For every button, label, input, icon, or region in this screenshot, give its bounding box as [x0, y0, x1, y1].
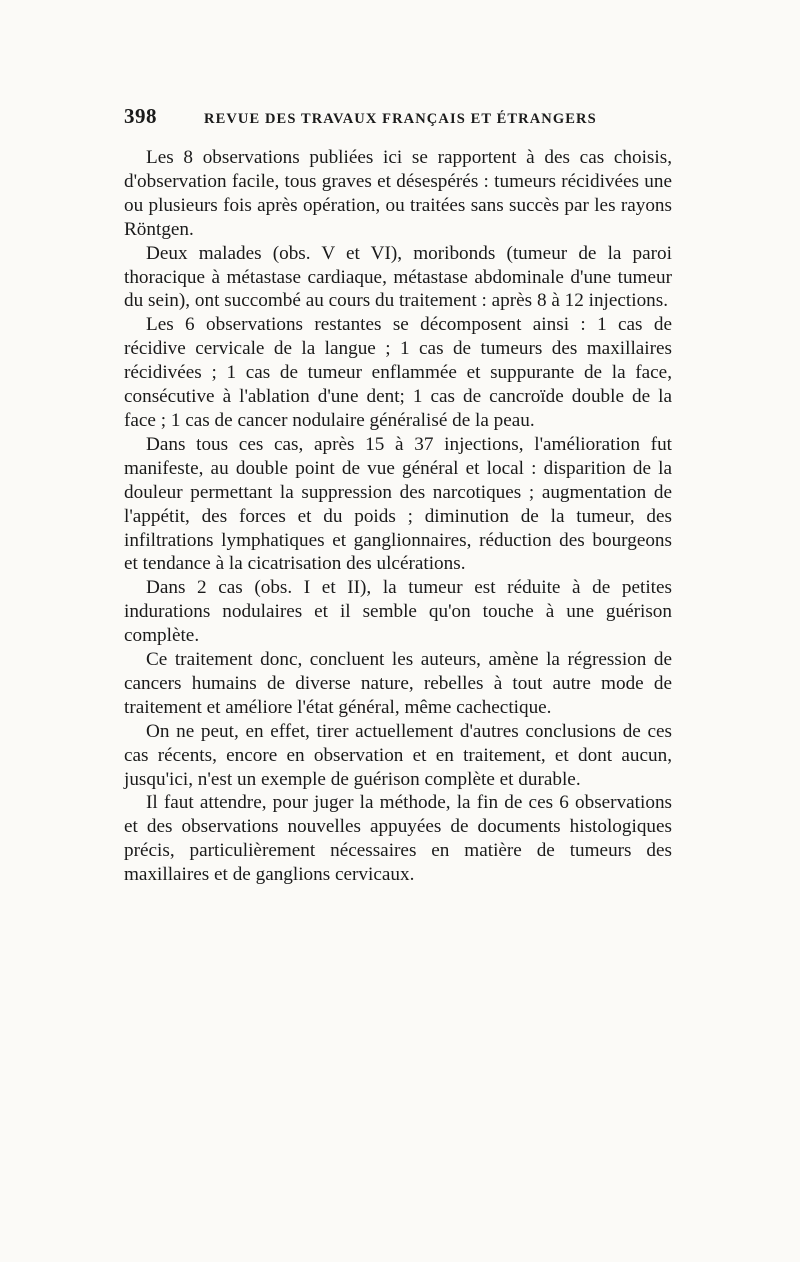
paragraph-8: Il faut attendre, pour juger la méthode, la fin de ces 6 observations et des observations nouvelles appuyées de documents histologiques précis, particulièrement nécessaires en matière de tumeurs des maxillaires et de ganglions cervicaux.: [124, 792, 672, 886]
running-head: [124, 104, 672, 132]
book-page: [124, 104, 672, 887]
paragraph-3: Les 6 observations restantes se décomposent ainsi : 1 cas de récidive cervicale de la langue ; 1 cas de tumeurs des maxillaires récidivées ; 1 cas de tumeur enflammée et suppurante de la face, consécutive à l'ablation d'une dent; 1 cas de cancroïde double de la face ; 1 cas de cancer nodulaire généralisé de la peau.: [124, 314, 672, 431]
paragraph-4: Dans tous ces cas, après 15 à 37 injections, l'amélioration fut manifeste, au double point de vue général et local : disparition de la douleur permettant la suppression des narcotiques ; augmentation de l'appétit, des forces et du poids ; diminution de la tumeur, des infiltrations lymphatiques et ganglionnaires, réduction des bourgeons et tendance à la cicatrisation des ulcérations.: [124, 433, 672, 575]
paragraph-2: Deux malades (obs. V et VI), moribonds (tumeur de la paroi thoracique à métastase cardiaque, métastase abdominale d'une tumeur du sein), ont succombé au cours du traitement : après 8 à 12 injections.: [124, 242, 672, 312]
body-text: [124, 146, 672, 887]
paragraph-7: On ne peut, en effet, tirer actuellement d'autres conclusions de ces cas récents, encore en observation et en traitement, et dont aucun, jusqu'ici, n'est un exemple de guérison complète et durable.: [124, 720, 672, 790]
paragraph-6: Ce traitement donc, concluent les auteurs, amène la régression de cancers humains de diverse nature, rebelles à tout autre mode de traitement et améliore l'état général, même cachectique.: [124, 649, 672, 718]
page-number: 398: [124, 104, 157, 128]
paragraph-5: Dans 2 cas (obs. I et II), la tumeur est réduite à de petites indurations nodulaires et il semble qu'on touche à une guérison complète.: [124, 577, 672, 647]
running-title: REVUE DES TRAVAUX FRANÇAIS ET ÉTRANGERS: [204, 111, 597, 127]
paragraph-1: Les 8 observations publiées ici se rapportent à des cas choisis, d'observation facile, tous graves et désespérés : tumeurs récidivées une ou plusieurs fois après opération, ou traitées sans succès par les rayons Röntgen.: [124, 147, 672, 240]
